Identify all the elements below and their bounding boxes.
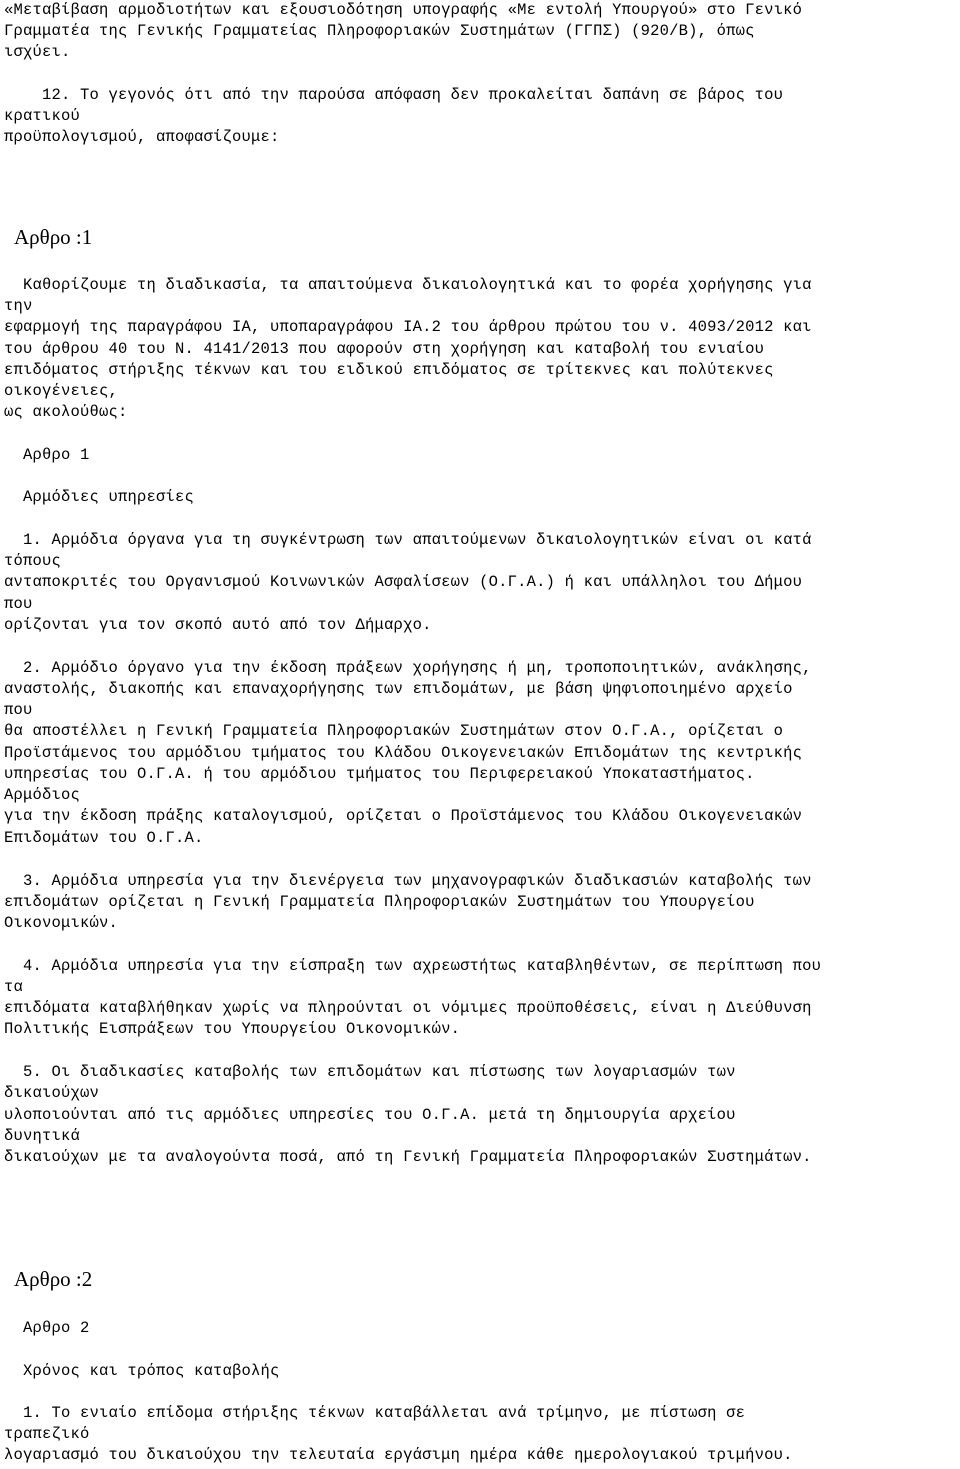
article1-p3-line: 3. Αρμόδια υπηρεσία για την διενέργεια των μηχανογραφικών διαδικασιών καταβολής των bbox=[4, 872, 812, 890]
article1-intro-line: του άρθρου 40 του Ν. 4141/2013 που αφορούν στη χορήγηση και καταβολή του ενιαίου bbox=[4, 340, 765, 358]
article2-p1-line: 1. Το ενιαίο επίδομα στήριξης τέκνων καταβάλλεται ανά τρίμηνο, με πίστωση σε bbox=[4, 1404, 746, 1422]
article1-label: Αρθρο 1 bbox=[4, 446, 90, 464]
article1-p2-line: Επιδομάτων του Ο.Γ.Α. bbox=[4, 829, 204, 847]
article1-p2-line: υπηρεσίας του Ο.Γ.Α. ή του αρμόδιου τμήματος του Περιφερειακού Υποκαταστήματος. bbox=[4, 765, 755, 783]
article1-p1-line: 1. Αρμόδια όργανα για τη συγκέντρωση των απαιτούμενων δικαιολογητικών είναι οι κατά bbox=[4, 531, 812, 549]
article1-intro-line: Καθορίζουμε τη διαδικασία, τα απαιτούμενα δικαιολογητικά και το φορέα χορήγησης για bbox=[4, 276, 812, 294]
article1-p5-line: υλοποιούνται από τις αρμόδιες υπηρεσίες του Ο.Γ.Α. μετά τη δημιουργία αρχείου bbox=[4, 1106, 736, 1124]
article1-p1-line: ανταποκριτές του Οργανισμού Κοινωνικών Ασφαλίσεων (Ο.Γ.Α.) ή και υπάλληλοι του Δήμου bbox=[4, 573, 803, 591]
article1-p4-line: Πολιτικής Εισπράξεων του Υπουργείου Οικονομικών. bbox=[4, 1020, 461, 1038]
article1-p4-line: 4. Αρμόδια υπηρεσία για την είσπραξη των αχρεωστήτως καταβληθέντων, σε περίπτωση που bbox=[4, 957, 822, 975]
article1-p2-line: για την έκδοση πράξης καταλογισμού, ορίζεται ο Προϊστάμενος του Κλάδου Οικογενειακών bbox=[4, 807, 803, 825]
article1-p3-line: επιδομάτων ορίζεται η Γενική Γραμματεία Πληροφοριακών Συστημάτων του Υπουργείου bbox=[4, 893, 755, 911]
article1-p2-line: θα αποστέλλει η Γενική Γραμματεία Πληροφοριακών Συστημάτων στον Ο.Γ.Α., ορίζεται ο bbox=[4, 722, 784, 740]
article1-intro-line: την bbox=[4, 297, 33, 315]
item12-line: προϋπολογισμού, αποφασίζουμε: bbox=[4, 128, 280, 146]
article1-p2-line: Προϊστάμενος του αρμόδιου τμήματος του Κλάδου Οικογενειακών Επιδομάτων της κεντρικής bbox=[4, 744, 803, 762]
article1-p5-line: 5. Οι διαδικασίες καταβολής των επιδομάτων και πίστωσης των λογαριασμών των bbox=[4, 1063, 736, 1081]
article1-heading: Αρθρο :1 bbox=[14, 225, 93, 249]
article1-p3-line: Οικονομικών. bbox=[4, 914, 119, 932]
item12-line: 12. Το γεγονός ότι από την παρούσα απόφαση δεν προκαλείται δαπάνη σε βάρος του bbox=[4, 86, 784, 104]
intro-line: «Μεταβίβαση αρμοδιοτήτων και εξουσιοδότηση υπογραφής «Με εντολή Υπουργού» στο Γενικό bbox=[4, 1, 803, 19]
article2-heading: Αρθρο :2 bbox=[14, 1267, 93, 1291]
article1-p2-line: 2. Αρμόδιο όργανο για την έκδοση πράξεων χορήγησης ή μη, τροποποιητικών, ανάκλησης, bbox=[4, 659, 812, 677]
article2-p1-line: τραπεζικό bbox=[4, 1425, 90, 1443]
article1-intro-line: οικογένειες, bbox=[4, 382, 119, 400]
article1-p2-line: που bbox=[4, 701, 33, 719]
article1-p4-line: επιδόματα καταβλήθηκαν χωρίς να πληρούνται οι νόμιμες προϋποθέσεις, είναι η Διεύθυνση bbox=[4, 999, 812, 1017]
article1-p2-line: Αρμόδιος bbox=[4, 786, 81, 804]
article1-p1-line: που bbox=[4, 595, 33, 613]
article1-p1-line: τόπους bbox=[4, 552, 62, 570]
article2-label: Αρθρο 2 bbox=[4, 1319, 90, 1337]
article1-p5-line: δικαιούχων με τα αναλογούντα ποσά, από τη Γενική Γραμματεία Πληροφοριακών Συστημάτων. bbox=[4, 1148, 812, 1166]
article1-p4-line: τα bbox=[4, 978, 24, 996]
intro-line: ισχύει. bbox=[4, 43, 71, 61]
article1-p2-line: αναστολής, διακοπής και επαναχορήγησης των επιδομάτων, με βάση ψηφιοποιημένο αρχείο bbox=[4, 680, 793, 698]
intro-line: Γραμματέα της Γενικής Γραμματείας Πληροφοριακών Συστημάτων (ΓΓΠΣ) (920/Β), όπως bbox=[4, 22, 755, 40]
article2-title: Χρόνος και τρόπος καταβολής bbox=[4, 1362, 280, 1380]
article1-p5-line: δυνητικά bbox=[4, 1127, 81, 1145]
article1-intro-line: επιδόματος στήριξης τέκνων και του ειδικού επιδόματος σε τρίτεκνες και πολύτεκνες bbox=[4, 361, 774, 379]
article1-intro-line: ως ακολούθως: bbox=[4, 403, 128, 421]
article2-p1-line: λογαριασμό του δικαιούχου την τελευταία εργάσιμη ημέρα κάθε ημερολογιακού τριμήνου. bbox=[4, 1446, 793, 1464]
article1-p1-line: ορίζονται για τον σκοπό αυτό από τον Δήμαρχο. bbox=[4, 616, 432, 634]
article1-title: Αρμόδιες υπηρεσίες bbox=[4, 488, 195, 506]
item12-line: κρατικού bbox=[4, 107, 81, 125]
article1-intro-line: εφαρμογή της παραγράφου ΙΑ, υποπαραγράφου ΙΑ.2 του άρθρου πρώτου του ν. 4093/2012 και bbox=[4, 318, 812, 336]
article1-p5-line: δικαιούχων bbox=[4, 1084, 100, 1102]
